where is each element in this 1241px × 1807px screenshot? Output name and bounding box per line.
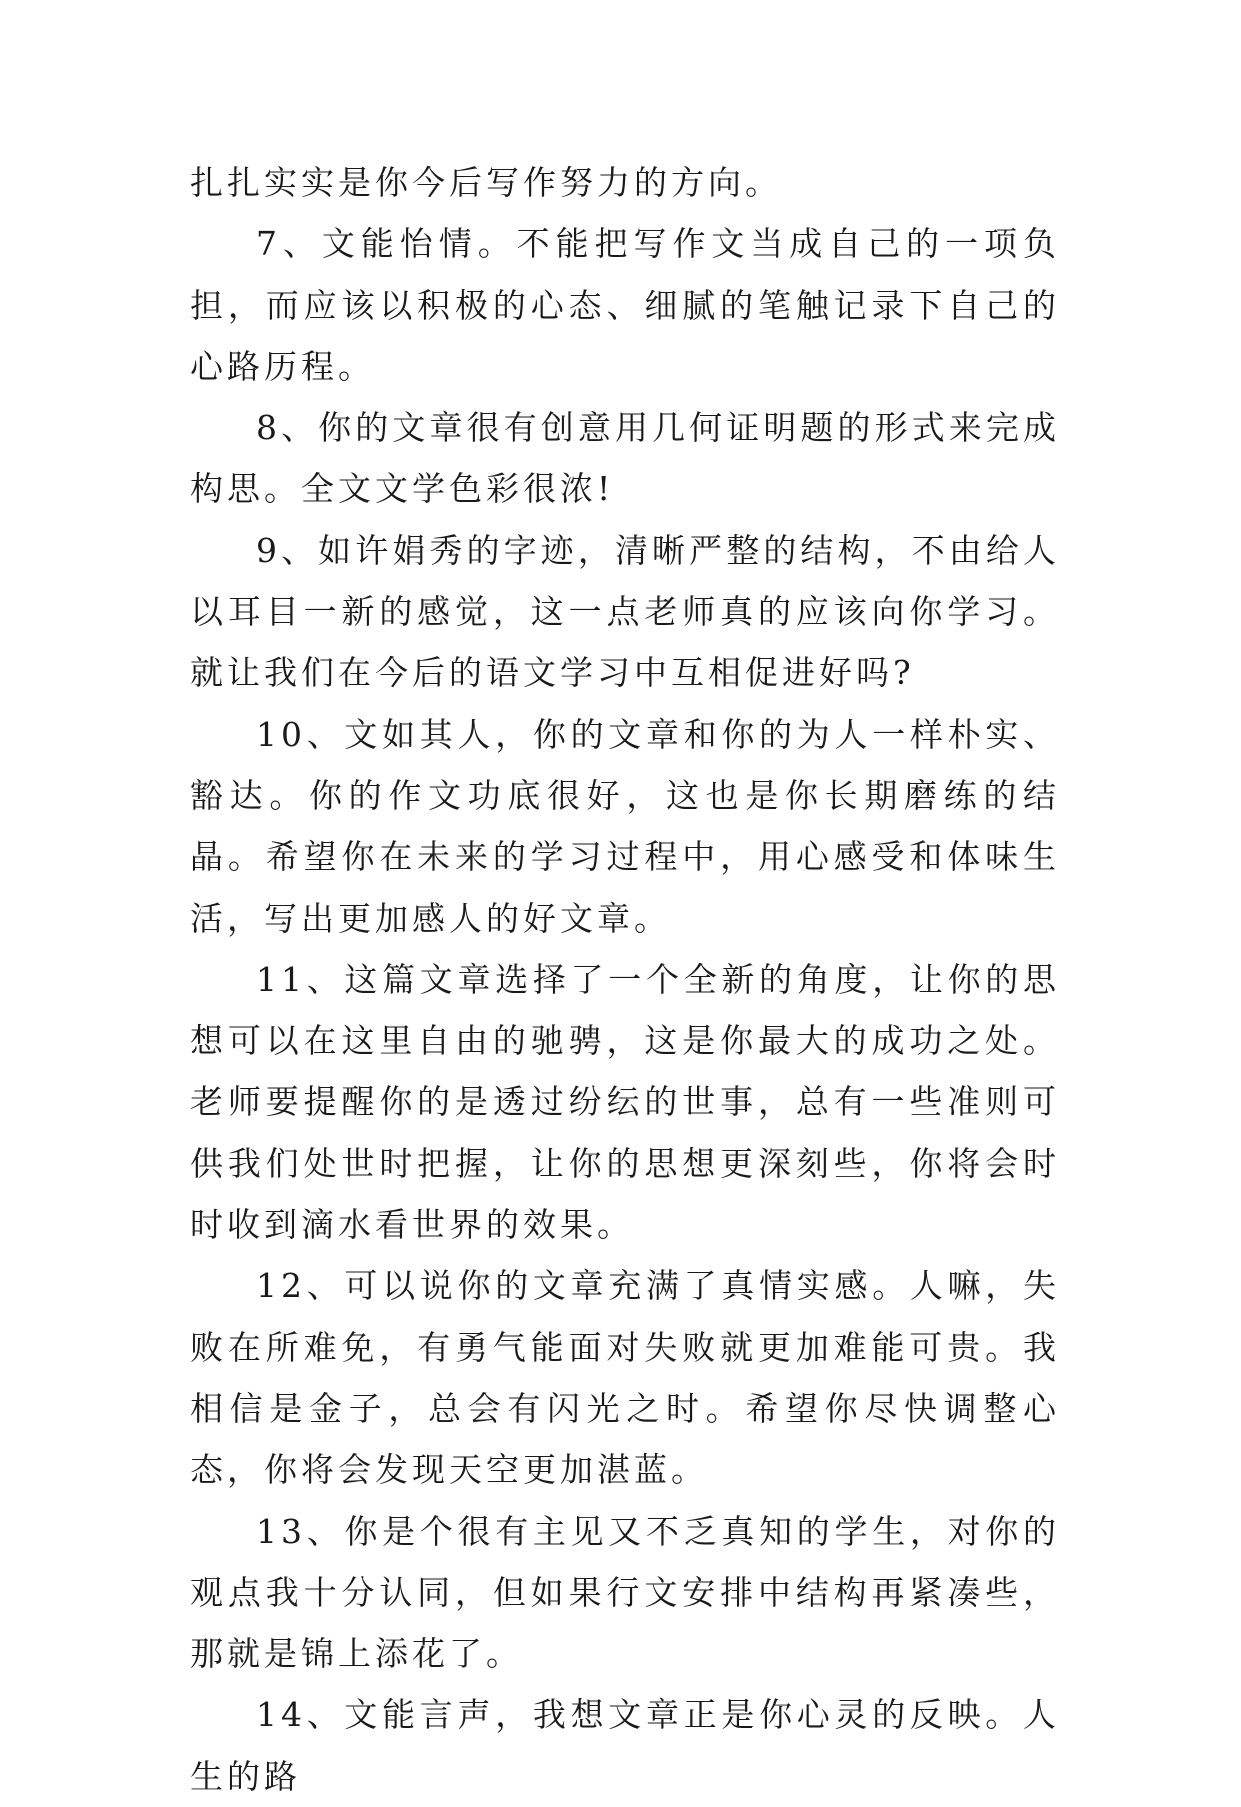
paragraph-item-7: 7、文能怡情。不能把写作文当成自己的一项负担，而应该以积极的心态、细腻的笔触记录下自己的心路历程。 xyxy=(190,224,1060,386)
document-page xyxy=(190,152,1060,1807)
paragraph-item-14: 14、文能言声，我想文章正是你心灵的反映。人生的路 xyxy=(190,1695,1060,1796)
paragraph-item-10: 10、文如其人，你的文章和你的为人一样朴实、豁达。你的作文功底很好，这也是你长期磨练的结晶。希望你在未来的学习过程中，用心感受和体味生活，写出更加感人的好文章。 xyxy=(190,714,1060,938)
paragraph-continuation: 扎扎实实是你今后写作努力的方向。 xyxy=(190,163,782,202)
paragraph-item-13: 13、你是个很有主见又不乏真知的学生，对你的观点我十分认同，但如果行文安排中结构再紧凑些，那就是锦上添花了。 xyxy=(190,1511,1060,1674)
paragraph-item-8: 8、你的文章很有创意用几何证明题的形式来完成构思。全文文学色彩很浓! xyxy=(190,408,1060,509)
paragraph-item-12: 12、可以说你的文章充满了真情实感。人嘛，失败在所难免，有勇气能面对失败就更加难能可贵。我相信是金子，总会有闪光之时。希望你尽快调整心态，你将会发现天空更加湛蓝。 xyxy=(190,1266,1060,1490)
paragraph-item-11: 11、这篇文章选择了一个全新的角度，让你的思想可以在这里自由的驰骋，这是你最大的成功之处。老师要提醒你的是透过纷纭的世事，总有一些准则可供我们处世时把握，让你的思想更深刻些，你将会时时收到滴水看世界的效果。 xyxy=(190,959,1060,1245)
paragraph-item-9: 9、如许娟秀的字迹，清晰严整的结构，不由给人以耳目一新的感觉，这一点老师真的应该向你学习。就让我们在今后的语文学习中互相促进好吗? xyxy=(190,530,1060,693)
